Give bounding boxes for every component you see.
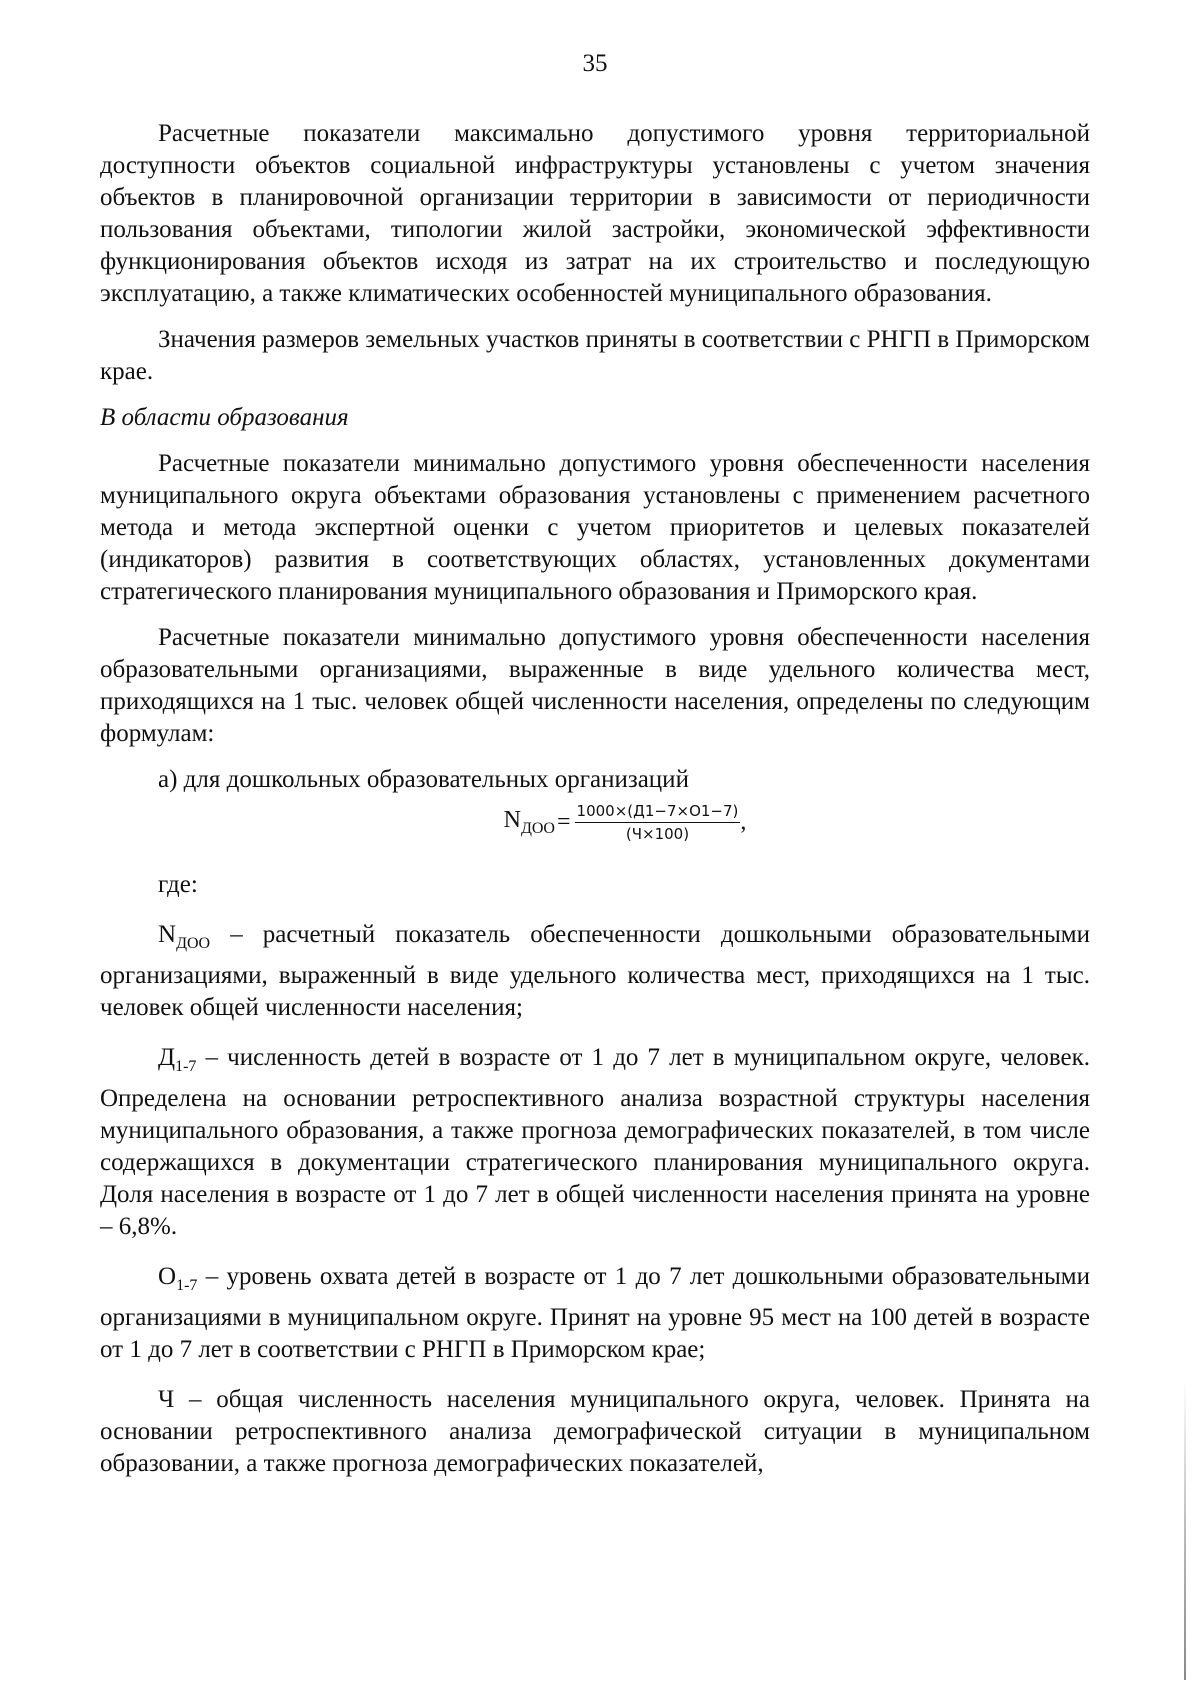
paragraph-land-plot-sizes: Значения размеров земельных участков приняты в соответствии с РНГП в Приморском крае. [100,326,1090,385]
formula-lhs-symbol: N [503,807,521,833]
definition-o-subscript: 1-7 [176,1277,198,1294]
formula-equals: = [556,809,571,835]
paragraph-education-provision: Расчетные показатели минимально допустимого уровня обеспеченности населения муниципального округа объектами образования установлены с применением расчетного метода и метода экспертной оценки с учетом приоритетов и целевых показателей (индикаторов) развития в соответствующих областях, установленных документами стратегического планирования муниципального образования и Приморского края. [100,450,1090,605]
definition-ch: Ч – общая численность населения муниципального округа, человек. Принята на основании ретроспективного анализа демографической ситуации в муниципальном образовании, а также прогноза демографических показателей, [100,1386,1090,1477]
paragraph-formulas-intro: Расчетные показатели минимально допустимого уровня обеспеченности населения образовательными организациями, выраженные в виде удельного количества мест, приходящихся на 1 тыс. человек общей численности населения, определены по следующим формулам: [100,624,1090,747]
formula-lhs-subscript: ДОО [520,820,555,837]
definition-n-doo-text: – расчетный показатель обеспеченности дошкольными образовательными организациями, выраженный в виде удельного количества мест, приходящихся на 1 тыс. человек общей численности населения; [100,921,1090,1021]
definition-o-1-7 [100,1261,1090,1366]
formula-trailing-comma: , [740,809,747,835]
page-number: 35 [582,50,608,77]
where-label: где: [158,871,198,898]
definition-d-text: – численность детей в возрасте от 1 до 7 лет в муниципальном округе, человек. Определена на основании ретроспективного анализа возрастной структуры населения муниципального образования, а также прогноза демографических показателей, в том числе содержащихся в документации стратегического планирования муниципального округа. Доля населения в возрасте от 1 до 7 лет в общей численности населения принята на уровне – 6,8%. [100,1044,1090,1240]
definition-d-subscript: 1-7 [175,1058,197,1075]
formula-fraction [575,802,741,843]
definition-n-doo-symbol: N [158,921,177,948]
formula-lhs [504,807,555,838]
formula-denominator: (Ч×100) [625,825,690,843]
list-item-preschool: а) для дошкольных образовательных организаций [158,766,689,793]
definition-n-doo-subscript: ДОО [176,935,211,952]
definition-o-symbol: О [158,1263,177,1290]
formula-numerator: 1000×(Д1−7×О1−7) [575,802,741,823]
definition-n-doo [100,919,1090,1024]
definition-d-symbol: Д [158,1044,176,1071]
section-title-education: В области образования [100,404,349,431]
definition-d-1-7 [100,1042,1090,1243]
definition-o-text: – уровень охвата детей в возрасте от 1 до 7 лет дошкольными образовательными организациями в муниципальном округе. Принят на уровне 95 мест на 100 детей в возрасте от 1 до 7 лет в соответствии с РНГП в Приморском крае; [100,1263,1090,1363]
paragraph-territorial-accessibility: Расчетные показатели максимально допустимого уровня территориальной доступности объектов социальной инфраструктуры установлены с учетом значения объектов в планировочной организации территории в зависимости от периодичности пользования объектами, типологии жилой застройки, экономической эффективности функционирования объектов исходя из затрат на их строительство и последующую эксплуатацию, а также климатических особенностей муниципального образования. [100,120,1090,307]
scan-edge-shadow [1184,1380,1186,1680]
formula-preschool [100,802,1090,843]
